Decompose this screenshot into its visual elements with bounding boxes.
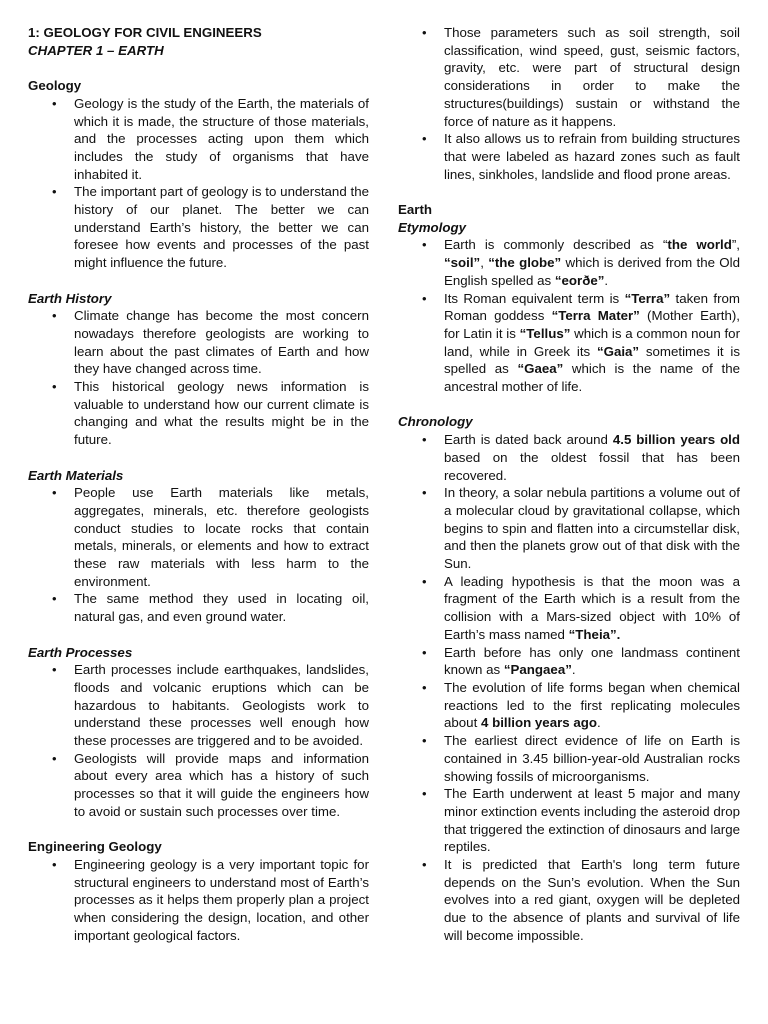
list-item: • Earth processes include earthquakes, landslides, floods and volcanic eruptions which can be hazardous to habitants. Geologists work to understand these processes well enough how these processes are triggered and to be avoided.: [28, 661, 369, 750]
list-item: • People use Earth materials like metals, aggregates, minerals, etc. therefore geologists conduct studies to locate rocks that contain metals, minerals, or elements and how to extract these raw materials with less harm to the environment.: [28, 484, 369, 590]
text-run: Earth is dated back around: [444, 432, 613, 448]
text-run: Earth is commonly described as “: [444, 237, 668, 253]
text-run: taken from Roman goddess: [444, 290, 740, 324]
text-run: which is the name of the ancestral mother of life.: [444, 361, 740, 395]
list-item: [398, 431, 740, 484]
list-item: • Geologists will provide maps and information about every area which has a history of such processes so that it will guide the engineers how to avoid or sustain such processes over time.: [28, 750, 369, 821]
section-heading-earth: Earth: [398, 202, 432, 218]
text-run: A leading hypothesis is that the moon was a fragment of the Earth which is a result from the collision with a Mars-sized object with 10% of Earth’s mass named: [444, 573, 740, 642]
list-item: [398, 644, 740, 679]
bold-term: “Pangaea”: [503, 662, 572, 678]
list-item: • It is predicted that Earth's long term future depends on the Sun’s evolution. When the Sun evolves into a red giant, oxygen will be depleted due to the absence of plants and survival of life will become impossible.: [398, 856, 740, 945]
list-item: • Those parameters such as soil strength, soil classification, wind speed, gust, seismic factors, gravity, etc. were part of structural design considerations in order to make the structures(buildings) sustain or withstand the force of nature as it happens.: [398, 24, 740, 130]
chapter-title: CHAPTER 1 – EARTH: [28, 42, 164, 58]
bullet-list-earth-processes: [28, 661, 369, 820]
text-run: which is a common noun for land, while in Greek its: [444, 325, 740, 359]
list-item: [398, 679, 740, 732]
bold-term: 4.5 billion years old: [612, 432, 741, 448]
bullet-list-etymology: [398, 236, 740, 395]
subsection-heading-chronology: Chronology: [398, 414, 473, 430]
list-item: • Engineering geology is a very important topic for structural engineers to understand most of Earth’s processes as it helps them properly plan a project when considering the design, location, and other important geological factors.: [28, 856, 369, 945]
list-item: • This historical geology news information is valuable to understand how our current climate is changing and what the results might be in the future.: [28, 378, 369, 449]
bold-term: “the globe”: [488, 255, 562, 271]
text-run: which is derived from the Old English spelled as: [444, 255, 740, 288]
list-item: [398, 573, 740, 644]
section-heading-earth-history: Earth History: [28, 290, 112, 306]
text-run: based on the oldest fossil that has been recovered.: [444, 449, 740, 483]
bullet-list-chronology: [398, 431, 740, 944]
section-heading-earth-processes: Earth Processes: [28, 644, 133, 660]
text-run: .: [571, 662, 576, 678]
subsection-heading-etymology: Etymology: [398, 219, 466, 235]
section-heading-geology: Geology: [28, 78, 82, 94]
bullet-list-engineering-geology-cont: [398, 24, 740, 183]
bold-term: “Gaia”: [596, 343, 640, 359]
bold-term: 4 billion years ago: [480, 715, 598, 731]
list-item: [398, 290, 740, 396]
text-run: Its Roman equivalent term is: [444, 290, 625, 306]
text-run: ”,: [731, 237, 740, 253]
document-title: 1: GEOLOGY FOR CIVIL ENGINEERS: [28, 25, 262, 40]
text-run: .: [604, 272, 609, 288]
list-item: • The same method they used in locating oil, natural gas, and even ground water.: [28, 590, 369, 625]
text-run: Earth before has only one landmass continent known as: [444, 644, 740, 678]
bold-term: “Theia”.: [568, 626, 621, 642]
section-heading-engineering-geology: Engineering Geology: [28, 839, 162, 855]
list-item: • Geology is the study of the Earth, the materials of which it is made, the structure of those materials, and the processes acting upon them which includes the study of organisms that have inhabited it.: [28, 95, 369, 184]
list-item: • The earliest direct evidence of life on Earth is contained in 3.45 billion-year-old Australian rocks showing fossils of microorganisms.: [398, 732, 740, 785]
text-run: ,: [480, 255, 489, 271]
list-item: [398, 236, 740, 289]
text-run: sometimes it is spelled as: [444, 343, 740, 377]
text-run: The evolution of life forms began when chemical reactions led to the first replicating molecules about: [444, 679, 740, 731]
left-column: [28, 24, 369, 944]
bold-term: “eorðe”: [554, 272, 605, 288]
bullet-list-engineering-geology: [28, 856, 369, 945]
bullet-list-earth-materials: [28, 484, 369, 626]
bold-term: the world: [667, 237, 732, 253]
section-heading-earth-materials: Earth Materials: [28, 467, 124, 483]
text-run: .: [597, 715, 601, 731]
bold-term: “Terra Mater”: [551, 308, 640, 324]
list-item: • It also allows us to refrain from building structures that were labeled as hazard zones such as fault lines, sinkholes, landslide and flood prone areas.: [398, 130, 740, 183]
list-item: • The Earth underwent at least 5 major and many minor extinction events including the asteroid drop that triggered the extinction of dinosaurs and large reptiles.: [398, 785, 740, 856]
bold-term: “Gaea”: [517, 361, 564, 377]
list-item: • Climate change has become the most concern nowadays therefore geologists are working to learn about the past climates of Earth and how they have changed across time.: [28, 307, 369, 378]
list-item: • In theory, a solar nebula partitions a volume out of a molecular cloud by gravitational collapse, which begins to spin and flatten into a circumstellar disk, and then the planets grow out of that disk with the Sun.: [398, 484, 740, 573]
list-item: • The important part of geology is to understand the history of our planet. The better we can understand Earth’s history, the better we can foresee how events and processes of the past might influence the future.: [28, 183, 369, 272]
bullet-list-geology: [28, 95, 369, 272]
text-run: (Mother Earth), for Latin it is: [444, 308, 740, 341]
right-column: [398, 24, 740, 945]
bold-term: “soil”: [444, 255, 481, 271]
bold-term: “Tellus”: [519, 325, 571, 341]
bullet-list-earth-history: [28, 307, 369, 449]
bold-term: “Terra”: [624, 290, 671, 306]
